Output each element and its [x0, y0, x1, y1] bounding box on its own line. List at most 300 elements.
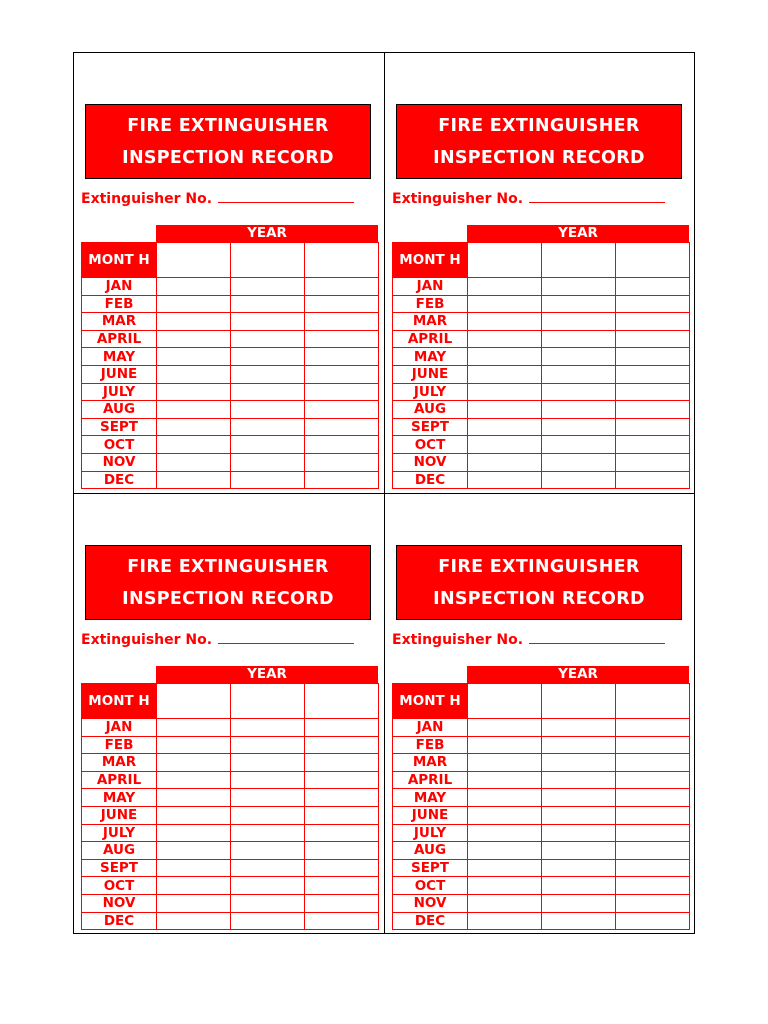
inspection-entry-cell[interactable]	[616, 859, 690, 877]
month-row	[393, 877, 690, 895]
month-row	[393, 418, 690, 436]
inspection-grid-body	[393, 243, 690, 489]
month-row	[82, 842, 379, 860]
extinguisher-number-field	[392, 190, 665, 207]
month-row	[393, 736, 690, 754]
inspection-entry-cell[interactable]	[231, 912, 305, 930]
month-row	[393, 912, 690, 930]
inspection-entry-cell[interactable]	[542, 330, 616, 348]
month-row	[393, 771, 690, 789]
inspection-entry-cell[interactable]	[468, 401, 542, 419]
inspection-entry-cell[interactable]	[231, 383, 305, 401]
month-row	[393, 330, 690, 348]
month-row	[393, 348, 690, 366]
month-row	[393, 842, 690, 860]
inspection-entry-cell[interactable]	[157, 859, 231, 877]
inspection-entry-cell[interactable]	[157, 401, 231, 419]
month-row	[82, 295, 379, 313]
inspection-entry-cell[interactable]	[542, 719, 616, 737]
month-row	[393, 313, 690, 331]
month-row	[82, 806, 379, 824]
month-row	[393, 365, 690, 383]
inspection-entry-cell[interactable]	[468, 736, 542, 754]
year-header: YEAR	[156, 666, 378, 683]
month-header-row	[82, 243, 379, 278]
month-label: APRIL	[82, 771, 157, 789]
extinguisher-number-blank[interactable]	[218, 190, 354, 203]
extinguisher-number-blank[interactable]	[218, 631, 354, 644]
inspection-entry-cell[interactable]	[157, 295, 231, 313]
inspection-entry-cell[interactable]	[542, 824, 616, 842]
inspection-entry-cell[interactable]	[616, 278, 690, 296]
year-header: YEAR	[467, 666, 689, 683]
inspection-entry-cell[interactable]	[157, 453, 231, 471]
inspection-entry-cell[interactable]	[542, 894, 616, 912]
inspection-entry-cell[interactable]	[305, 436, 379, 454]
month-row	[82, 754, 379, 772]
extinguisher-number-field	[81, 190, 354, 207]
month-label: APRIL	[393, 771, 468, 789]
inspection-entry-cell[interactable]	[231, 824, 305, 842]
inspection-entry-cell[interactable]	[616, 877, 690, 895]
year-entry-cell[interactable]	[157, 243, 231, 278]
inspection-entry-cell[interactable]	[542, 859, 616, 877]
inspection-entry-cell[interactable]	[157, 842, 231, 860]
inspection-entry-cell[interactable]	[616, 806, 690, 824]
inspection-entry-cell[interactable]	[468, 824, 542, 842]
inspection-entry-cell[interactable]	[616, 824, 690, 842]
month-row	[393, 401, 690, 419]
month-row	[393, 754, 690, 772]
inspection-entry-cell[interactable]	[305, 894, 379, 912]
inspection-entry-cell[interactable]	[468, 278, 542, 296]
inspection-entry-cell[interactable]	[157, 894, 231, 912]
inspection-entry-cell[interactable]	[542, 754, 616, 772]
inspection-entry-cell[interactable]	[157, 754, 231, 772]
month-column-header: MONT H	[393, 243, 468, 278]
inspection-entry-cell[interactable]	[468, 789, 542, 807]
month-label: SEPT	[393, 418, 468, 436]
inspection-entry-cell[interactable]	[616, 418, 690, 436]
year-entry-cell[interactable]	[616, 243, 690, 278]
inspection-entry-cell[interactable]	[157, 771, 231, 789]
card-title-box	[396, 545, 682, 620]
inspection-entry-cell[interactable]	[231, 754, 305, 772]
month-row	[82, 365, 379, 383]
month-row	[82, 789, 379, 807]
card-title-line2: INSPECTION RECORD	[122, 148, 334, 168]
extinguisher-number-blank[interactable]	[529, 631, 665, 644]
card-title-line2: INSPECTION RECORD	[433, 589, 645, 609]
month-label: JAN	[393, 278, 468, 296]
inspection-entry-cell[interactable]	[157, 789, 231, 807]
inspection-entry-cell[interactable]	[231, 278, 305, 296]
month-row	[82, 313, 379, 331]
inspection-entry-cell[interactable]	[305, 383, 379, 401]
inspection-entry-cell[interactable]	[231, 436, 305, 454]
inspection-entry-cell[interactable]	[542, 471, 616, 489]
inspection-entry-cell[interactable]	[305, 313, 379, 331]
inspection-entry-cell[interactable]	[616, 912, 690, 930]
inspection-entry-cell[interactable]	[542, 418, 616, 436]
month-label: MAY	[82, 789, 157, 807]
inspection-entry-cell[interactable]	[468, 894, 542, 912]
month-column-header: MONT H	[82, 243, 157, 278]
inspection-entry-cell[interactable]	[231, 471, 305, 489]
inspection-entry-cell[interactable]	[157, 313, 231, 331]
inspection-entry-cell[interactable]	[542, 912, 616, 930]
inspection-entry-cell[interactable]	[231, 736, 305, 754]
month-row	[82, 436, 379, 454]
month-row	[82, 824, 379, 842]
month-label: DEC	[82, 471, 157, 489]
year-entry-cell[interactable]	[305, 243, 379, 278]
month-row	[393, 436, 690, 454]
inspection-entry-cell[interactable]	[468, 771, 542, 789]
month-row	[393, 859, 690, 877]
inspection-entry-cell[interactable]	[305, 401, 379, 419]
month-label: JUNE	[393, 365, 468, 383]
year-entry-cell[interactable]	[231, 243, 305, 278]
inspection-entry-cell[interactable]	[231, 894, 305, 912]
inspection-entry-cell[interactable]	[231, 348, 305, 366]
month-row	[82, 453, 379, 471]
month-label: AUG	[393, 842, 468, 860]
month-label: JULY	[82, 383, 157, 401]
year-entry-cell[interactable]	[542, 684, 616, 719]
month-row	[82, 877, 379, 895]
month-row	[82, 383, 379, 401]
card-title-box	[396, 104, 682, 179]
inspection-entry-cell[interactable]	[231, 719, 305, 737]
inspection-entry-cell[interactable]	[542, 842, 616, 860]
month-label: APRIL	[82, 330, 157, 348]
inspection-entry-cell[interactable]	[542, 877, 616, 895]
year-entry-cell[interactable]	[468, 243, 542, 278]
extinguisher-number-label: Extinguisher No.	[392, 191, 524, 207]
inspection-grid-body	[82, 684, 379, 930]
inspection-entry-cell[interactable]	[468, 842, 542, 860]
month-label: AUG	[82, 401, 157, 419]
month-row	[393, 278, 690, 296]
inspection-entry-cell[interactable]	[616, 401, 690, 419]
month-label: MAY	[82, 348, 157, 366]
inspection-entry-cell[interactable]	[616, 789, 690, 807]
month-label: JUNE	[82, 806, 157, 824]
inspection-entry-cell[interactable]	[616, 453, 690, 471]
inspection-entry-cell[interactable]	[157, 912, 231, 930]
month-row	[82, 348, 379, 366]
inspection-entry-cell[interactable]	[542, 401, 616, 419]
inspection-entry-cell[interactable]	[231, 418, 305, 436]
inspection-entry-cell[interactable]	[468, 436, 542, 454]
inspection-entry-cell[interactable]	[157, 365, 231, 383]
card-title-line1: FIRE EXTINGUISHER	[438, 116, 640, 136]
month-label: JAN	[393, 719, 468, 737]
inspection-grid	[81, 242, 379, 489]
year-entry-cell[interactable]	[305, 684, 379, 719]
inspection-entry-cell[interactable]	[616, 894, 690, 912]
inspection-entry-cell[interactable]	[616, 295, 690, 313]
inspection-entry-cell[interactable]	[157, 330, 231, 348]
inspection-entry-cell[interactable]	[305, 859, 379, 877]
month-label: NOV	[82, 453, 157, 471]
inspection-entry-cell[interactable]	[157, 719, 231, 737]
inspection-entry-cell[interactable]	[305, 278, 379, 296]
inspection-entry-cell[interactable]	[616, 736, 690, 754]
extinguisher-number-label: Extinguisher No.	[392, 632, 524, 648]
month-row	[82, 736, 379, 754]
month-header-row	[393, 684, 690, 719]
month-row	[82, 719, 379, 737]
inspection-entry-cell[interactable]	[542, 771, 616, 789]
inspection-entry-cell[interactable]	[305, 842, 379, 860]
month-row	[82, 771, 379, 789]
month-row	[82, 912, 379, 930]
inspection-entry-cell[interactable]	[468, 418, 542, 436]
inspection-grid-body	[393, 684, 690, 930]
inspection-entry-cell[interactable]	[157, 806, 231, 824]
inspection-entry-cell[interactable]	[616, 771, 690, 789]
card-title-line1: FIRE EXTINGUISHER	[438, 557, 640, 577]
inspection-grid	[392, 242, 690, 489]
month-row	[82, 401, 379, 419]
month-row	[393, 789, 690, 807]
month-row	[393, 453, 690, 471]
inspection-entry-cell[interactable]	[157, 436, 231, 454]
card-title-line1: FIRE EXTINGUISHER	[127, 557, 329, 577]
year-entry-cell[interactable]	[157, 684, 231, 719]
month-header-row	[393, 243, 690, 278]
month-row	[82, 418, 379, 436]
inspection-entry-cell[interactable]	[542, 806, 616, 824]
inspection-entry-cell[interactable]	[231, 806, 305, 824]
inspection-entry-cell[interactable]	[157, 278, 231, 296]
month-label: DEC	[393, 912, 468, 930]
month-label: JUNE	[393, 806, 468, 824]
inspection-entry-cell[interactable]	[305, 348, 379, 366]
month-row	[393, 383, 690, 401]
inspection-entry-cell[interactable]	[468, 330, 542, 348]
month-label: FEB	[393, 736, 468, 754]
inspection-entry-cell[interactable]	[231, 842, 305, 860]
extinguisher-number-label: Extinguisher No.	[81, 191, 213, 207]
card-title-box	[85, 104, 371, 179]
inspection-entry-cell[interactable]	[305, 912, 379, 930]
month-row	[82, 330, 379, 348]
inspection-entry-cell[interactable]	[468, 453, 542, 471]
inspection-entry-cell[interactable]	[542, 365, 616, 383]
inspection-entry-cell[interactable]	[231, 453, 305, 471]
inspection-entry-cell[interactable]	[542, 348, 616, 366]
inspection-entry-cell[interactable]	[468, 383, 542, 401]
year-entry-cell[interactable]	[231, 684, 305, 719]
inspection-entry-cell[interactable]	[468, 912, 542, 930]
inspection-entry-cell[interactable]	[542, 383, 616, 401]
year-header: YEAR	[467, 225, 689, 242]
month-label: MAY	[393, 789, 468, 807]
year-entry-cell[interactable]	[468, 684, 542, 719]
inspection-entry-cell[interactable]	[157, 877, 231, 895]
month-label: NOV	[393, 894, 468, 912]
record-card-top-right	[385, 53, 695, 493]
inspection-record-sheet	[73, 52, 695, 934]
month-label: AUG	[82, 842, 157, 860]
month-label: FEB	[82, 295, 157, 313]
inspection-entry-cell[interactable]	[157, 824, 231, 842]
inspection-entry-cell[interactable]	[305, 330, 379, 348]
month-header-row	[82, 684, 379, 719]
inspection-entry-cell[interactable]	[468, 754, 542, 772]
inspection-entry-cell[interactable]	[157, 383, 231, 401]
month-row	[393, 295, 690, 313]
month-label: APRIL	[393, 330, 468, 348]
month-row	[82, 471, 379, 489]
month-label: JUNE	[82, 365, 157, 383]
inspection-grid	[81, 683, 379, 930]
month-label: JAN	[82, 278, 157, 296]
inspection-entry-cell[interactable]	[305, 471, 379, 489]
card-title-line1: FIRE EXTINGUISHER	[127, 116, 329, 136]
inspection-entry-cell[interactable]	[468, 348, 542, 366]
inspection-entry-cell[interactable]	[542, 278, 616, 296]
inspection-entry-cell[interactable]	[231, 295, 305, 313]
inspection-entry-cell[interactable]	[616, 313, 690, 331]
month-label: NOV	[82, 894, 157, 912]
inspection-entry-cell[interactable]	[616, 383, 690, 401]
month-label: MAR	[393, 313, 468, 331]
inspection-entry-cell[interactable]	[231, 877, 305, 895]
month-label: OCT	[82, 877, 157, 895]
inspection-entry-cell[interactable]	[305, 806, 379, 824]
inspection-entry-cell[interactable]	[616, 330, 690, 348]
month-label: OCT	[82, 436, 157, 454]
inspection-entry-cell[interactable]	[305, 365, 379, 383]
inspection-entry-cell[interactable]	[468, 295, 542, 313]
month-label: JAN	[82, 719, 157, 737]
extinguisher-number-field	[392, 631, 665, 648]
inspection-entry-cell[interactable]	[468, 859, 542, 877]
inspection-entry-cell[interactable]	[305, 771, 379, 789]
month-label: FEB	[393, 295, 468, 313]
inspection-entry-cell[interactable]	[542, 313, 616, 331]
inspection-grid	[392, 683, 690, 930]
month-column-header: MONT H	[393, 684, 468, 719]
inspection-entry-cell[interactable]	[231, 313, 305, 331]
record-card-bottom-left	[74, 494, 384, 934]
month-row	[82, 859, 379, 877]
card-title-box	[85, 545, 371, 620]
month-label: NOV	[393, 453, 468, 471]
month-label: AUG	[393, 401, 468, 419]
month-label: DEC	[82, 912, 157, 930]
month-label: JULY	[393, 383, 468, 401]
inspection-entry-cell[interactable]	[305, 789, 379, 807]
inspection-entry-cell[interactable]	[616, 719, 690, 737]
year-entry-cell[interactable]	[542, 243, 616, 278]
month-row	[82, 894, 379, 912]
month-label: SEPT	[82, 859, 157, 877]
month-label: OCT	[393, 436, 468, 454]
inspection-entry-cell[interactable]	[616, 365, 690, 383]
inspection-entry-cell[interactable]	[616, 842, 690, 860]
month-label: OCT	[393, 877, 468, 895]
inspection-entry-cell[interactable]	[305, 754, 379, 772]
month-label: DEC	[393, 471, 468, 489]
inspection-entry-cell[interactable]	[468, 365, 542, 383]
inspection-entry-cell[interactable]	[616, 754, 690, 772]
month-label: JULY	[82, 824, 157, 842]
extinguisher-number-field	[81, 631, 354, 648]
inspection-entry-cell[interactable]	[616, 471, 690, 489]
inspection-entry-cell[interactable]	[157, 348, 231, 366]
month-label: MAR	[393, 754, 468, 772]
inspection-entry-cell[interactable]	[305, 295, 379, 313]
inspection-entry-cell[interactable]	[468, 471, 542, 489]
inspection-entry-cell[interactable]	[468, 313, 542, 331]
inspection-entry-cell[interactable]	[305, 736, 379, 754]
inspection-entry-cell[interactable]	[616, 436, 690, 454]
month-column-header: MONT H	[82, 684, 157, 719]
month-label: JULY	[393, 824, 468, 842]
inspection-entry-cell[interactable]	[231, 330, 305, 348]
inspection-entry-cell[interactable]	[231, 859, 305, 877]
inspection-entry-cell[interactable]	[231, 365, 305, 383]
inspection-entry-cell[interactable]	[468, 719, 542, 737]
inspection-entry-cell[interactable]	[542, 436, 616, 454]
inspection-entry-cell[interactable]	[157, 736, 231, 754]
inspection-entry-cell[interactable]	[468, 806, 542, 824]
inspection-entry-cell[interactable]	[305, 453, 379, 471]
month-row	[393, 806, 690, 824]
inspection-entry-cell[interactable]	[305, 877, 379, 895]
inspection-entry-cell[interactable]	[157, 471, 231, 489]
inspection-entry-cell[interactable]	[305, 719, 379, 737]
inspection-entry-cell[interactable]	[542, 736, 616, 754]
extinguisher-number-label: Extinguisher No.	[81, 632, 213, 648]
inspection-entry-cell[interactable]	[616, 348, 690, 366]
card-title-line2: INSPECTION RECORD	[433, 148, 645, 168]
inspection-entry-cell[interactable]	[231, 771, 305, 789]
extinguisher-number-blank[interactable]	[529, 190, 665, 203]
month-row	[82, 278, 379, 296]
month-row	[393, 894, 690, 912]
inspection-entry-cell[interactable]	[542, 295, 616, 313]
year-header: YEAR	[156, 225, 378, 242]
month-label: MAR	[82, 754, 157, 772]
record-card-bottom-right	[385, 494, 695, 934]
inspection-grid-body	[82, 243, 379, 489]
month-label: FEB	[82, 736, 157, 754]
month-label: SEPT	[82, 418, 157, 436]
month-row	[393, 719, 690, 737]
month-label: SEPT	[393, 859, 468, 877]
month-label: MAY	[393, 348, 468, 366]
record-card-top-left	[74, 53, 384, 493]
inspection-entry-cell[interactable]	[468, 877, 542, 895]
year-entry-cell[interactable]	[616, 684, 690, 719]
inspection-entry-cell[interactable]	[542, 453, 616, 471]
inspection-entry-cell[interactable]	[231, 401, 305, 419]
inspection-entry-cell[interactable]	[542, 789, 616, 807]
card-title-line2: INSPECTION RECORD	[122, 589, 334, 609]
inspection-entry-cell[interactable]	[305, 824, 379, 842]
inspection-entry-cell[interactable]	[231, 789, 305, 807]
month-row	[393, 471, 690, 489]
month-label: MAR	[82, 313, 157, 331]
inspection-entry-cell[interactable]	[157, 418, 231, 436]
inspection-entry-cell[interactable]	[305, 418, 379, 436]
